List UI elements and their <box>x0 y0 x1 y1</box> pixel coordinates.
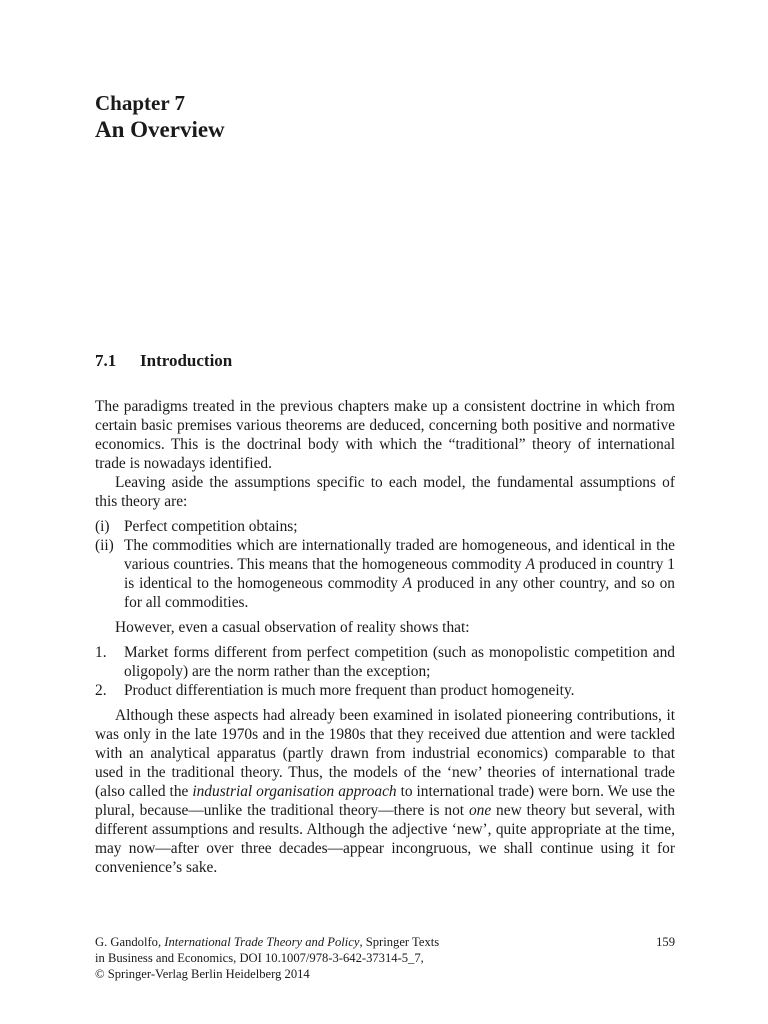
footer-line-1 <box>95 934 675 950</box>
list-marker: 1. <box>95 644 107 661</box>
footer-author: G. Gandolfo, <box>95 935 165 949</box>
body-text <box>95 397 675 877</box>
text-span: The commodities which are internationally traded are homogeneous, and identical in the various countries. This means that the homogeneous commodity <box>124 537 675 573</box>
list-item-text: Market forms different from perfect competition (such as monopolistic competition and oligopoly) are the norm rather than the exception; <box>124 644 675 680</box>
chapter-label: Chapter 7 <box>95 91 186 115</box>
list-item <box>95 536 675 612</box>
footer-text: , Springer Texts <box>359 935 440 949</box>
paragraph-2: Leaving aside the assumptions specific to each model, the fundamental assumptions of this theory are: <box>95 474 675 510</box>
footer-line-2: in Business and Economics, DOI 10.1007/978-3-642-37314-5_7, <box>95 951 424 965</box>
list-item-text: Product differentiation is much more frequent than product homogeneity. <box>124 682 575 699</box>
page-number: 159 <box>656 935 675 949</box>
text-span: new theory but several, with different assumptions and results. Although the adjective ‘new’, quite appropriate at the time, may now—after over three decades—appear incongruous, we shall continue using it for convenience’s sake. <box>95 802 675 876</box>
text-span: produced in any other country, and so on for all commodities. <box>124 575 675 611</box>
list-marker: 2. <box>95 682 107 699</box>
chapter-title: An Overview <box>95 117 225 142</box>
section-number: 7.1 <box>95 351 117 370</box>
section-title: Introduction <box>140 351 233 370</box>
text-span: produced in country 1 is identical to the homogeneous commodity <box>124 556 675 592</box>
italic-span: A <box>402 575 413 592</box>
italic-span: industrial organisation approach <box>192 783 397 800</box>
paragraph-1: The paradigms treated in the previous chapters make up a consistent doctrine in which from certain basic premises various theorems are deduced, concerning both positive and normative economics. This is the doctrinal body with which the “traditional” theory of international trade is nowadays identified. <box>95 398 675 472</box>
footer-book-title: International Trade Theory and Policy <box>164 935 360 949</box>
paragraph-4 <box>95 706 675 877</box>
section-heading <box>95 351 232 371</box>
list-marker: (ii) <box>95 537 114 554</box>
footer-line-3: © Springer-Verlag Berlin Heidelberg 2014 <box>95 967 310 981</box>
list-marker: (i) <box>95 518 110 535</box>
citation-footer <box>95 934 675 982</box>
paragraph-3: However, even a casual observation of reality shows that: <box>115 619 470 636</box>
list-item <box>95 517 675 536</box>
observations-list <box>95 643 675 700</box>
list-item-text <box>124 536 675 612</box>
list-item-text: Perfect competition obtains; <box>124 518 298 535</box>
list-item <box>95 643 675 681</box>
italic-span: A <box>525 556 535 573</box>
italic-span: one <box>468 802 492 819</box>
text-span: to international trade) were born. We use the plural, because—unlike the traditional theory—there is not <box>95 783 675 819</box>
list-item <box>95 681 675 700</box>
assumptions-list <box>95 517 675 612</box>
text-span: Although these aspects had already been examined in isolated pioneering contributions, it was only in the late 1970s and in the 1980s that they received due attention and were tackled with an analytical apparatus (partly drawn from industrial economics) comparable to that used in the traditional theory. Thus, the models of the ‘new’ theories of international trade (also called the <box>95 707 675 800</box>
